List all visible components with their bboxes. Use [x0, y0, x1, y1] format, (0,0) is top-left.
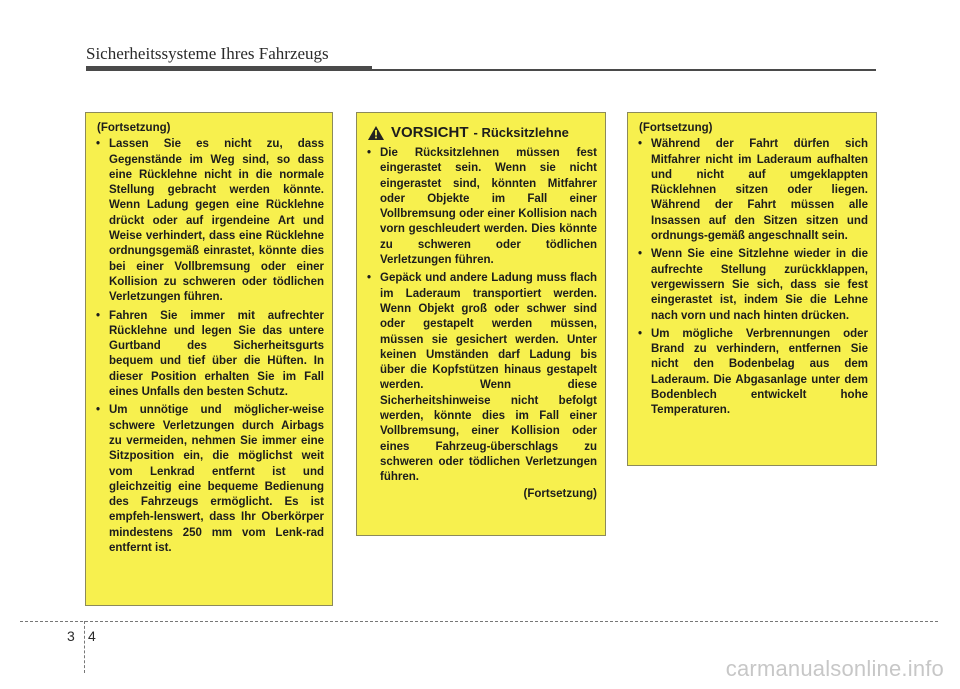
list-item: • Lassen Sie es nicht zu, dass Gegenstände im Weg sind, so dass eine Rücklehne nicht in die normale Stellung gebracht werden könnte. Wenn Ladung gegen eine Rücklehne drückt oder auf irgendeine Art und Weise verhindert, dass eine Rücklehne ordnungsgemäß einrastet, könnte dies bei einer Vollbremsung oder einer Kollision zu schweren oder tödlichen Verletzungen führen. — [94, 137, 324, 305]
caution-subtitle: - Rücksitzlehne — [473, 125, 569, 141]
list-item: • Die Rücksitzlehnen müssen fest eingerastet sein. Wenn sie nicht eingerastet sind, könnten Mitfahrer oder Objekte im Fall einer Vollbremsung oder einer Kollision nach vorn geschleudert werden. Dies könnte zu schweren oder tödlichen Verletzungen führen. — [365, 146, 597, 268]
list-item: • Fahren Sie immer mit aufrechter Rücklehne und legen Sie das untere Gurtband des Sicherheitsgurts bequem und tief über die Hüften. In dieser Position erhalten Sie im Fall eines Unfalls den besten Schutz. — [94, 309, 324, 401]
continued-label: (Fortsetzung) — [639, 122, 713, 134]
continued-label: (Fortsetzung) — [523, 487, 597, 500]
footer-dashed-divider — [84, 621, 85, 673]
watermark: carmanualsonline.info — [725, 656, 944, 681]
bullet-list — [365, 146, 597, 486]
list-item: • Um mögliche Verbrennungen oder Brand zu verhindern, entfernen Sie nicht den Bodenbelag aus dem Laderaum. Die Abgasanlage unter dem Bodenblech entwickelt hohe Temperaturen. — [636, 327, 868, 419]
section-number: 3 — [67, 628, 75, 644]
continued-warning-box-right — [627, 112, 877, 466]
header-rule-thin — [372, 69, 876, 71]
bullet-list — [636, 137, 868, 418]
continued-label: (Fortsetzung) — [97, 122, 171, 134]
footer-dashed-rule — [20, 621, 938, 622]
caution-title: VORSICHT — [391, 124, 469, 142]
caution-heading — [367, 125, 597, 141]
list-item: • Während der Fahrt dürfen sich Mitfahrer nicht im Laderaum aufhalten und nicht auf umgeklappten Rücklehnen sitzen oder liegen. Während der Fahrt müssen alle Insassen auf den Sitzen sitzen und ordnungs-gemäß angeschnallt sein. — [636, 137, 868, 244]
list-item: • Um unnötige und möglicher-weise schwere Verletzungen durch Airbags zu vermeiden, nehmen Sie immer eine Sitzposition ein, die möglichst weit vom Lenkrad entfernt ist und gleichzeitig eine bequeme Bedienung des Fahrzeugs ermöglicht. Es ist empfeh-lenswert, dass Ihr Oberkörper mindestens 250 mm vom Lenk-rad entfernt ist. — [94, 403, 324, 556]
warning-triangle-icon — [367, 125, 385, 141]
header-rule-thick — [86, 66, 372, 71]
list-item: • Wenn Sie eine Sitzlehne wieder in die aufrechte Stellung zurückklappen, vergewissern Sie sich, dass sie fest eingerastet ist, indem Sie die Lehne nach vorn und nach hinten drücken. — [636, 247, 868, 323]
page-number: 4 — [88, 628, 96, 644]
list-item: • Gepäck und andere Ladung muss flach im Laderaum transportiert werden. Wenn Objekt groß oder schwer sind oder gestapelt werden müssen, müssen sie gesichert werden. Unter keinen Umständen darf Ladung bis über die Kopfstützen hinaus gestapelt werden. Wenn diese Sicherheitshinweise nicht befolgt werden, könnte dies im Fall einer Vollbremsung, einer Kollision oder eines Fahrzeug-überschlags zu schweren oder tödlichen Verletzungen führen. — [365, 271, 597, 485]
caution-box-rear-seatback — [356, 112, 606, 536]
continued-warning-box-left — [85, 112, 333, 606]
bullet-list — [94, 137, 324, 556]
section-title: Sicherheitssysteme Ihres Fahrzeugs — [86, 44, 329, 63]
